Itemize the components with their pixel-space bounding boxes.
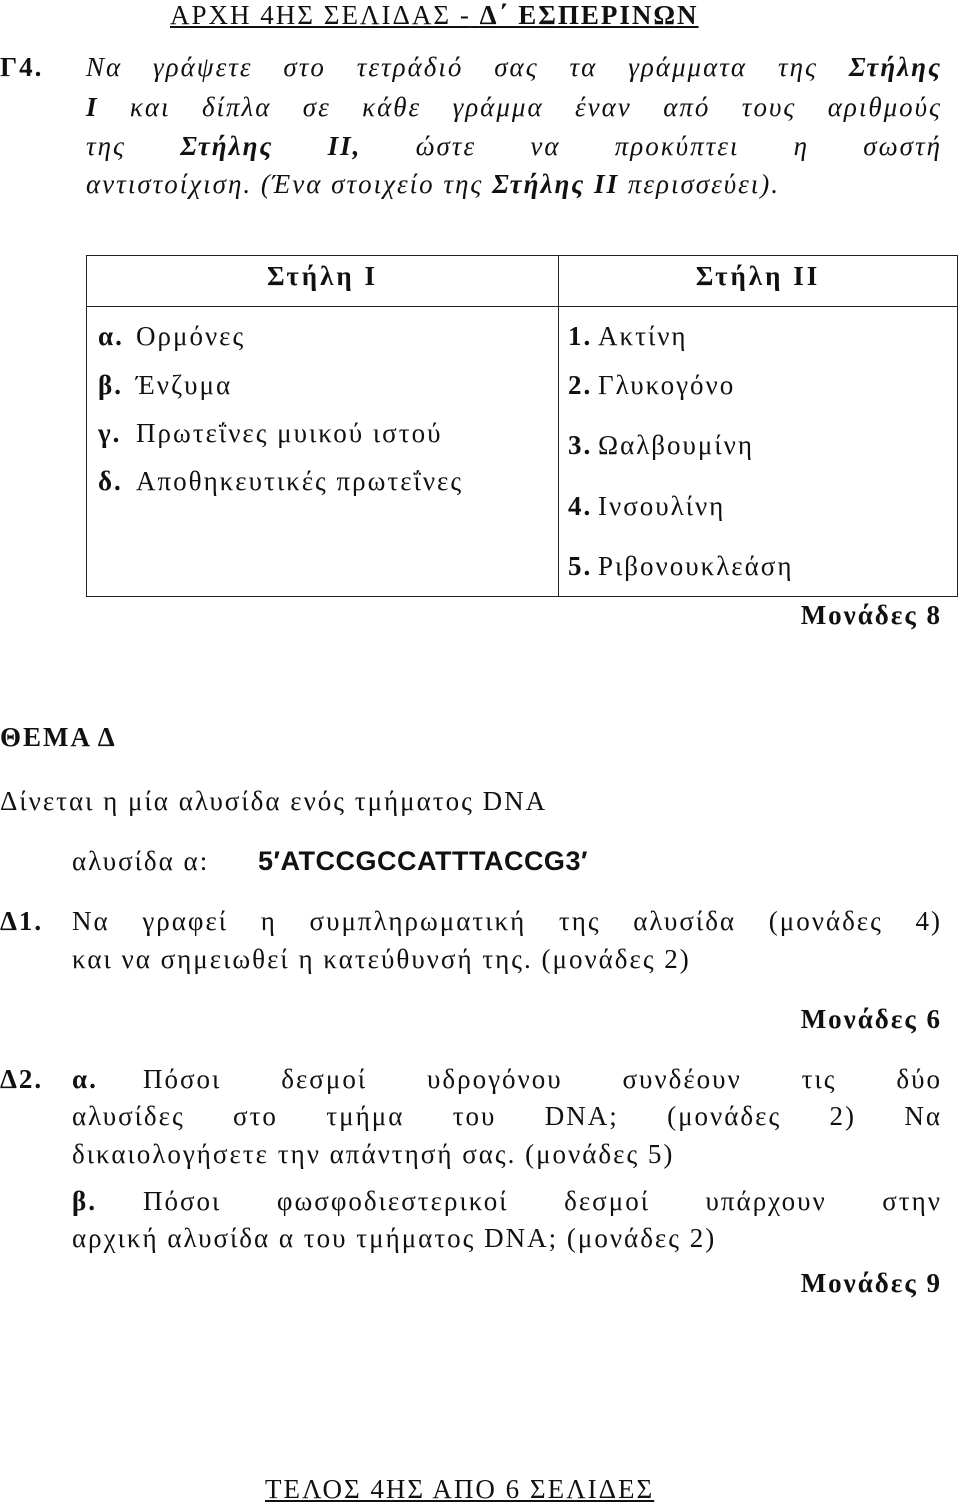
item-number: 5.: [568, 551, 593, 581]
section-title: ΘΕΜΑ Δ: [0, 722, 117, 752]
column-2-item: [568, 491, 725, 522]
question-g4-line-2: [86, 92, 942, 123]
question-g4-text: και δίπλα σε κάθε γράμμα έναν από τους αριθμούς: [98, 92, 942, 122]
column-2-item: [568, 430, 754, 461]
question-g4-line-3: [86, 131, 942, 162]
column-1-header-cell: [87, 256, 559, 307]
item-label: δ.: [98, 466, 123, 496]
question-d1-line-2: και να σημειωθεί η κατεύθυνσή της. (μονάδες 2): [72, 944, 691, 974]
item-text: Αποθηκευτικές πρωτεΐνες: [136, 466, 464, 496]
question-g4-bold: Στήλης: [848, 52, 942, 82]
column-2-item: [568, 321, 688, 352]
column-2-header: Στήλη ΙΙ: [695, 261, 821, 291]
item-number: 2.: [568, 370, 593, 400]
column-1-item: [98, 466, 463, 497]
question-g4-text: της: [86, 131, 181, 161]
question-d1-line-1: Να γραφεί η συμπληρωματική της αλυσίδα (μονάδες 4): [72, 906, 942, 936]
points-d2: Μονάδες 9: [800, 1268, 942, 1298]
item-label: γ.: [98, 418, 122, 448]
question-d2b-line-1: Πόσοι φωσφοδιεστερικοί δεσμοί υπάρχουν στην: [143, 1186, 942, 1216]
question-g4-text: περισσεύει).: [619, 169, 780, 199]
question-g4-bold: Στήλης ΙΙ: [492, 169, 620, 199]
item-text: Ένζυμα: [136, 370, 233, 400]
question-d2a-line-1: Πόσοι δεσμοί υδρογόνου συνδέουν τις δύο: [143, 1064, 942, 1094]
column-1-header: Στήλη Ι: [267, 261, 378, 291]
item-text: Ορμόνες: [136, 321, 246, 351]
question-g4-number: Γ4.: [0, 52, 44, 82]
item-text: Ριβονουκλεάση: [598, 551, 794, 581]
points-g4: Μονάδες 8: [800, 600, 942, 630]
page-header-title: Δ΄ ΕΣΠΕΡΙΝΩΝ: [479, 0, 699, 30]
question-g4-line-1: [86, 52, 942, 83]
question-d2a-line-2: αλυσίδες στο τμήμα του DNA; (μονάδες 2) Να: [72, 1101, 942, 1131]
column-2-item: [568, 370, 735, 401]
page-footer: ΤΕΛΟΣ 4ΗΣ ΑΠΟ 6 ΣΕΛΙΔΕΣ: [265, 1474, 655, 1504]
question-g4-line-4: [86, 169, 780, 200]
question-d2-number: Δ2.: [0, 1064, 44, 1094]
item-text: Πρωτεΐνες μυικού ιστού: [136, 418, 443, 448]
section-intro: Δίνεται η μία αλυσίδα ενός τμήματος DNA: [0, 786, 548, 816]
chain-sequence: 5′ATCCGCCATTTACCG3′: [258, 846, 588, 876]
column-1-item: [98, 370, 232, 401]
question-d2a-label: α.: [72, 1064, 98, 1094]
item-number: 4.: [568, 491, 593, 521]
item-number: 1.: [568, 321, 593, 351]
column-2-header-cell: [559, 256, 958, 307]
question-d2b-label: β.: [72, 1186, 97, 1216]
question-d2b-line-2: αρχική αλυσίδα α του τμήματος DNA; (μονάδες 2): [72, 1223, 717, 1253]
column-2-item: [568, 551, 793, 582]
page-header-prefix: ΑΡΧΗ 4ΗΣ ΣΕΛΙΔΑΣ -: [170, 0, 471, 30]
question-d2a-line-3: δικαιολογήσετε την απάντησή σας. (μονάδες 5): [72, 1139, 675, 1169]
chain-label: αλυσίδα α:: [72, 846, 210, 876]
column-1-item: [98, 418, 442, 449]
question-g4-text: ώστε να προκύπτει η σωστή: [361, 131, 943, 161]
question-g4-text: αντιστοίχιση. (Ένα στοιχείο της: [86, 169, 493, 199]
question-g4-bold: Ι: [86, 92, 99, 122]
item-number: 3.: [568, 430, 593, 460]
item-text: Ωαλβουμίνη: [598, 430, 754, 460]
item-label: β.: [98, 370, 123, 400]
item-text: Γλυκογόνο: [598, 370, 736, 400]
item-label: α.: [98, 321, 124, 351]
item-text: Ακτίνη: [598, 321, 688, 351]
question-g4-bold: Στήλης ΙΙ,: [180, 131, 362, 161]
item-text: Ινσουλίνη: [598, 491, 726, 521]
column-1-item: [98, 321, 245, 352]
question-d1-number: Δ1.: [0, 906, 44, 936]
points-d1: Μονάδες 6: [800, 1004, 942, 1034]
page-header: [170, 0, 699, 31]
question-g4-text: Να γράψετε στο τετράδιό σας τα γράμματα της: [86, 52, 849, 82]
